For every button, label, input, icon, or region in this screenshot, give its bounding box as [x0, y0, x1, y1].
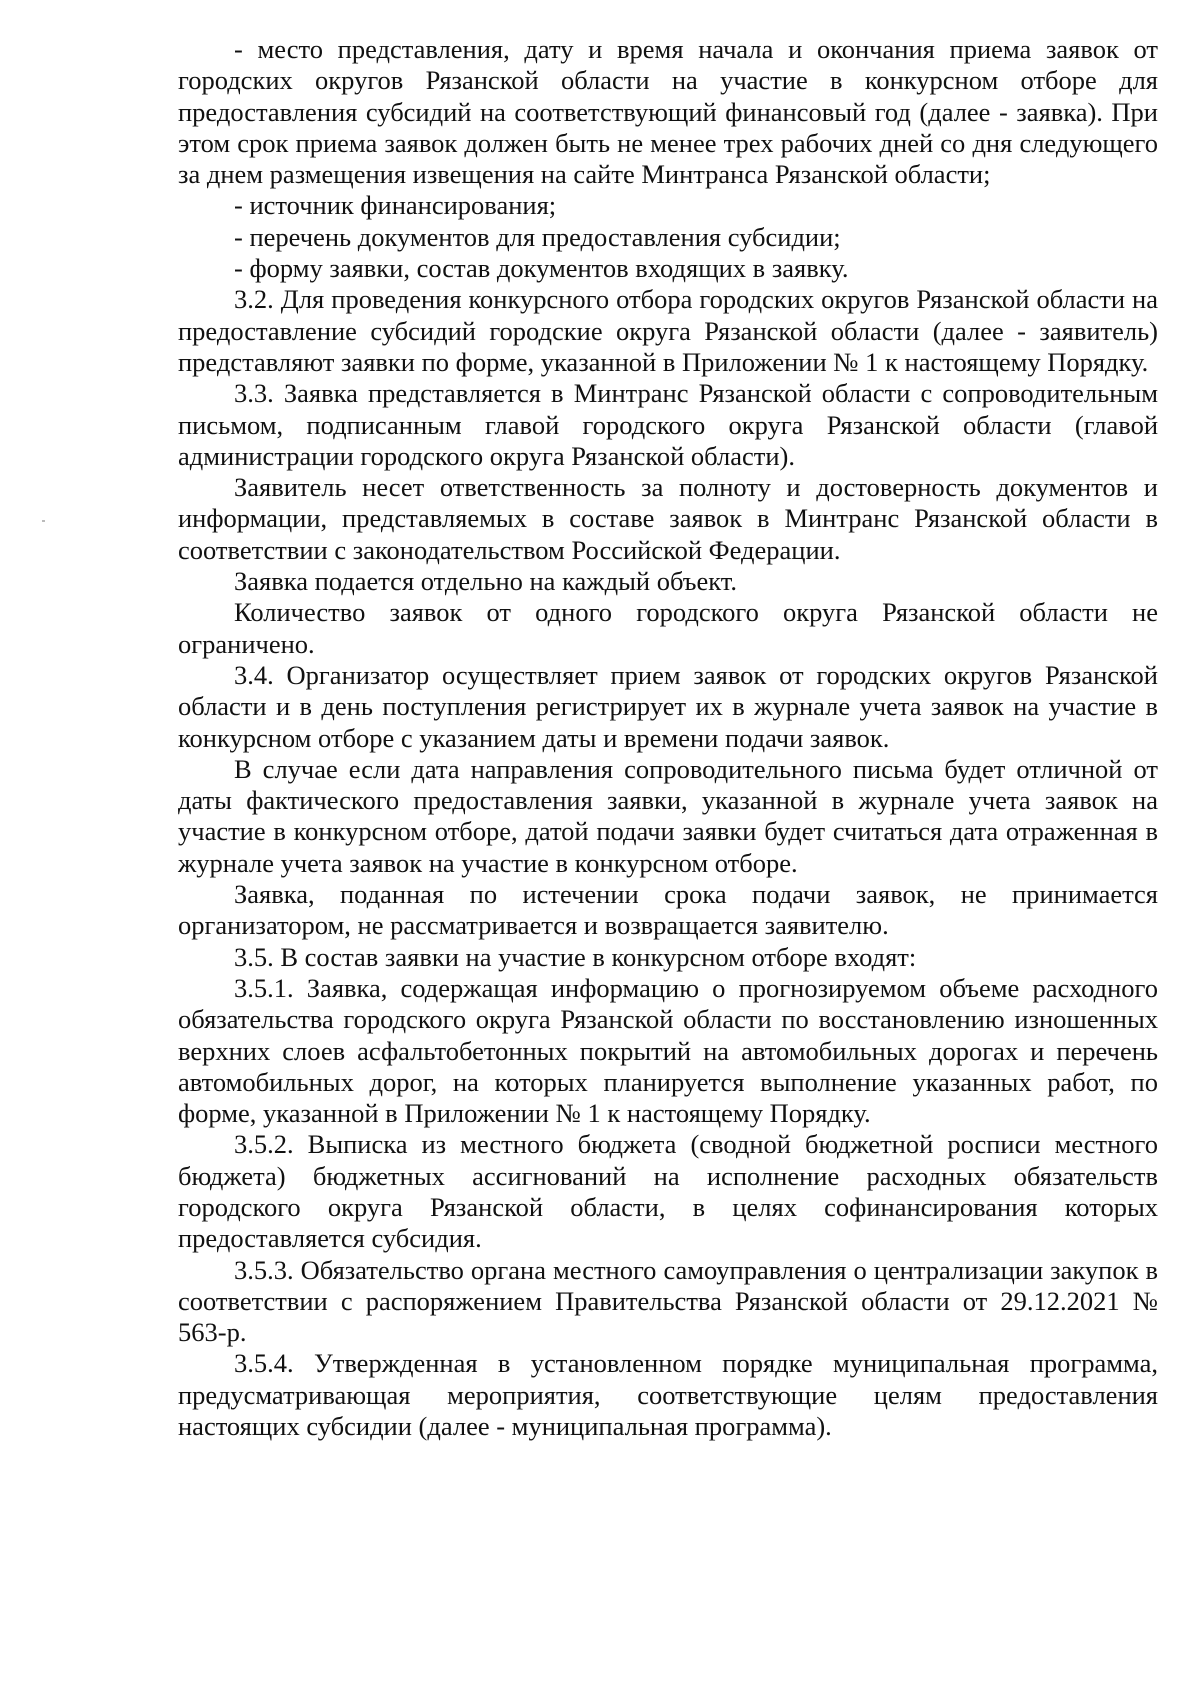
paragraph-3-5: 3.5. В состав заявки на участие в конкурсном отборе входят:	[234, 941, 917, 972]
paragraph-3-5-1: 3.5.1. Заявка, содержащая информацию о прогнозируемом объеме расходного обязательства городского округа Рязанской области по восстановлению изношенных верхних слоев асфальтобетонных покрытий на автомобильных дорогах и перечень автомобильных дорог, на которых планируется выполнение указанных работ, по форме, указанной в Приложении № 1 к настоящему Порядку.	[178, 972, 1158, 1129]
paragraph-late-application: Заявка, поданная по истечении срока подачи заявок, не принимается организатором, не рассматривается и возвращается заявителю.	[178, 879, 1158, 941]
paragraph-per-object: Заявка подается отдельно на каждый объект.	[234, 566, 737, 597]
paragraph-date-discrepancy: В случае если дата направления сопроводительного письма будет отличной от даты фактического предоставления заявки, указанной в журнале учета заявок на участие в конкурсном отборе, датой подачи заявки будет считаться дата отраженная в журнале учета заявок на участие в конкурсном отборе.	[178, 753, 1158, 878]
paragraph-document-list: - перечень документов для предоставления субсидии;	[234, 221, 841, 252]
scan-speck	[42, 520, 45, 522]
paragraph-3-4: 3.4. Организатор осуществляет прием заявок от городских округов Рязанской области и в день поступления регистрирует их в журнале учета заявок на участие в конкурсном отборе с указанием даты и времени подачи заявок.	[178, 659, 1158, 753]
paragraph-submission-place: - место представления, дату и время начала и окончания приема заявок от городских округов Рязанской области на участие в конкурсном отборе для предоставления субсидий на соответствующий финансовый год (далее - заявка). При этом срок приема заявок должен быть не менее трех рабочих дней со дня следующего за днем размещения извещения на сайте Минтранса Рязанской области;	[178, 34, 1158, 190]
document-page	[178, 34, 1158, 1442]
paragraph-applicant-responsibility: Заявитель несет ответственность за полноту и достоверность документов и информации, представляемых в составе заявок в Минтранс Рязанской области в соответствии с законодательством Российской Федерации.	[178, 472, 1158, 565]
paragraph-application-form: - форму заявки, состав документов входящих в заявку.	[234, 253, 849, 284]
paragraph-3-5-3: 3.5.3. Обязательство органа местного самоуправления о централизации закупок в соответствии с распоряжением Правительства Рязанской области от 29.12.2021 № 563-р.	[178, 1254, 1158, 1348]
paragraph-funding-source: - источник финансирования;	[234, 190, 557, 221]
paragraph-3-5-4: 3.5.4. Утвержденная в установленном порядке муниципальная программа, предусматривающая мероприятия, соответствующие целям предоставления настоящих субсидии (далее - муниципальная программа).	[178, 1348, 1158, 1442]
paragraph-count-unlimited: Количество заявок от одного городского округа Рязанской области не ограничено.	[178, 597, 1158, 659]
paragraph-3-5-2: 3.5.2. Выписка из местного бюджета (сводной бюджетной росписи местного бюджета) бюджетных ассигнований на исполнение расходных обязательств городского округа Рязанской области, в целях софинансирования которых предоставляется субсидия.	[178, 1129, 1158, 1254]
paragraph-3-3: 3.3. Заявка представляется в Минтранс Рязанской области с сопроводительным письмом, подписанным главой городского округа Рязанской области (главой администрации городского округа Рязанской области).	[178, 378, 1158, 471]
paragraph-3-2: 3.2. Для проведения конкурсного отбора городских округов Рязанской области на предоставление субсидий городские округа Рязанской области (далее - заявитель) представляют заявки по форме, указанной в Приложении № 1 к настоящему Порядку.	[178, 284, 1158, 377]
